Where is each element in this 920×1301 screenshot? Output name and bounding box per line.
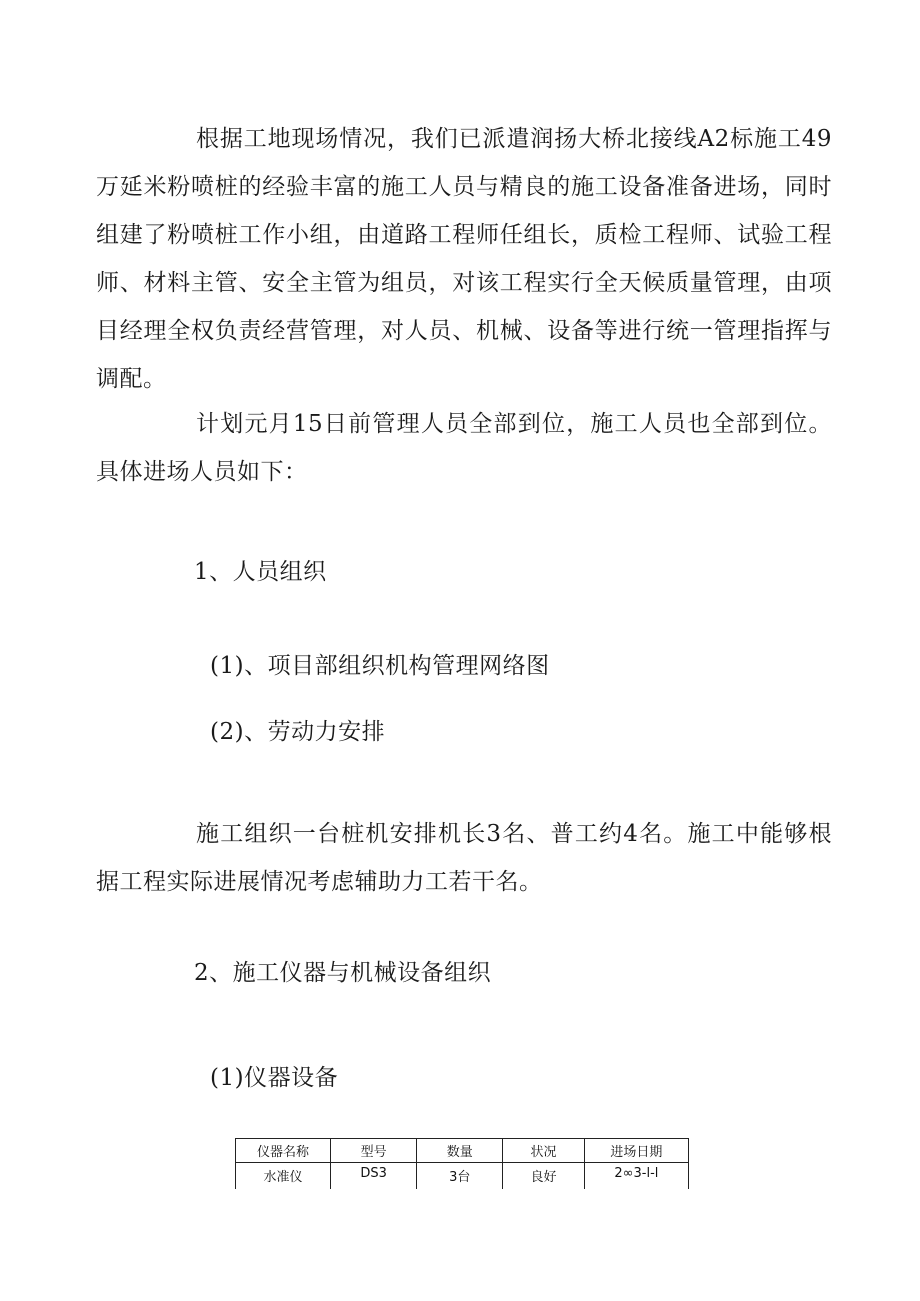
column-header: 进场日期 <box>584 1139 688 1163</box>
heading-labor-arrangement: (2)、劳动力安排 <box>210 719 386 745</box>
table-cell: 水准仪 <box>236 1163 331 1190</box>
heading-org-network-chart: (1)、项目部组织机构管理网络图 <box>210 653 550 679</box>
equipment-table <box>235 1138 689 1189</box>
paragraph-labor-detail: 施工组织一台桩机安排机长3名、普工约4名。施工中能够根据工程实际进展情况考虑辅助力工若干名。 <box>96 821 832 895</box>
table-cell: DS3 <box>331 1163 417 1190</box>
table-row <box>236 1163 689 1190</box>
paragraph-site-situation: 根据工地现场情况，我们已派遣润扬大桥北接线A2标施工49万延米粉喷桩的经验丰富的施工人员与精良的施工设备准备进场，同时组建了粉喷桩工作小组，由道路工程师任组长，质检工程师、试验工程师、材料主管、安全主管为组员，对该工程实行全天候质量管理，由项目经理全权负责经营管理，对人员、机械、设备等进行统一管理指挥与调配。 <box>96 126 832 392</box>
heading-personnel-organization: 1、人员组织 <box>194 559 327 585</box>
column-header: 数量 <box>417 1139 503 1163</box>
column-header: 型号 <box>331 1139 417 1163</box>
table-cell: 2∞3-l-l <box>584 1163 688 1190</box>
table-cell: 良好 <box>503 1163 585 1190</box>
table-header-row <box>236 1139 689 1163</box>
column-header: 状况 <box>503 1139 585 1163</box>
table-cell: 3台 <box>417 1163 503 1190</box>
heading-equipment-organization: 2、施工仪器与机械设备组织 <box>194 960 492 986</box>
column-header: 仪器名称 <box>236 1139 331 1163</box>
heading-instrument-equipment: (1)仪器设备 <box>210 1065 339 1091</box>
paragraph-arrival-plan: 计划元月15日前管理人员全部到位，施工人员也全部到位。具体进场人员如下： <box>96 411 832 485</box>
